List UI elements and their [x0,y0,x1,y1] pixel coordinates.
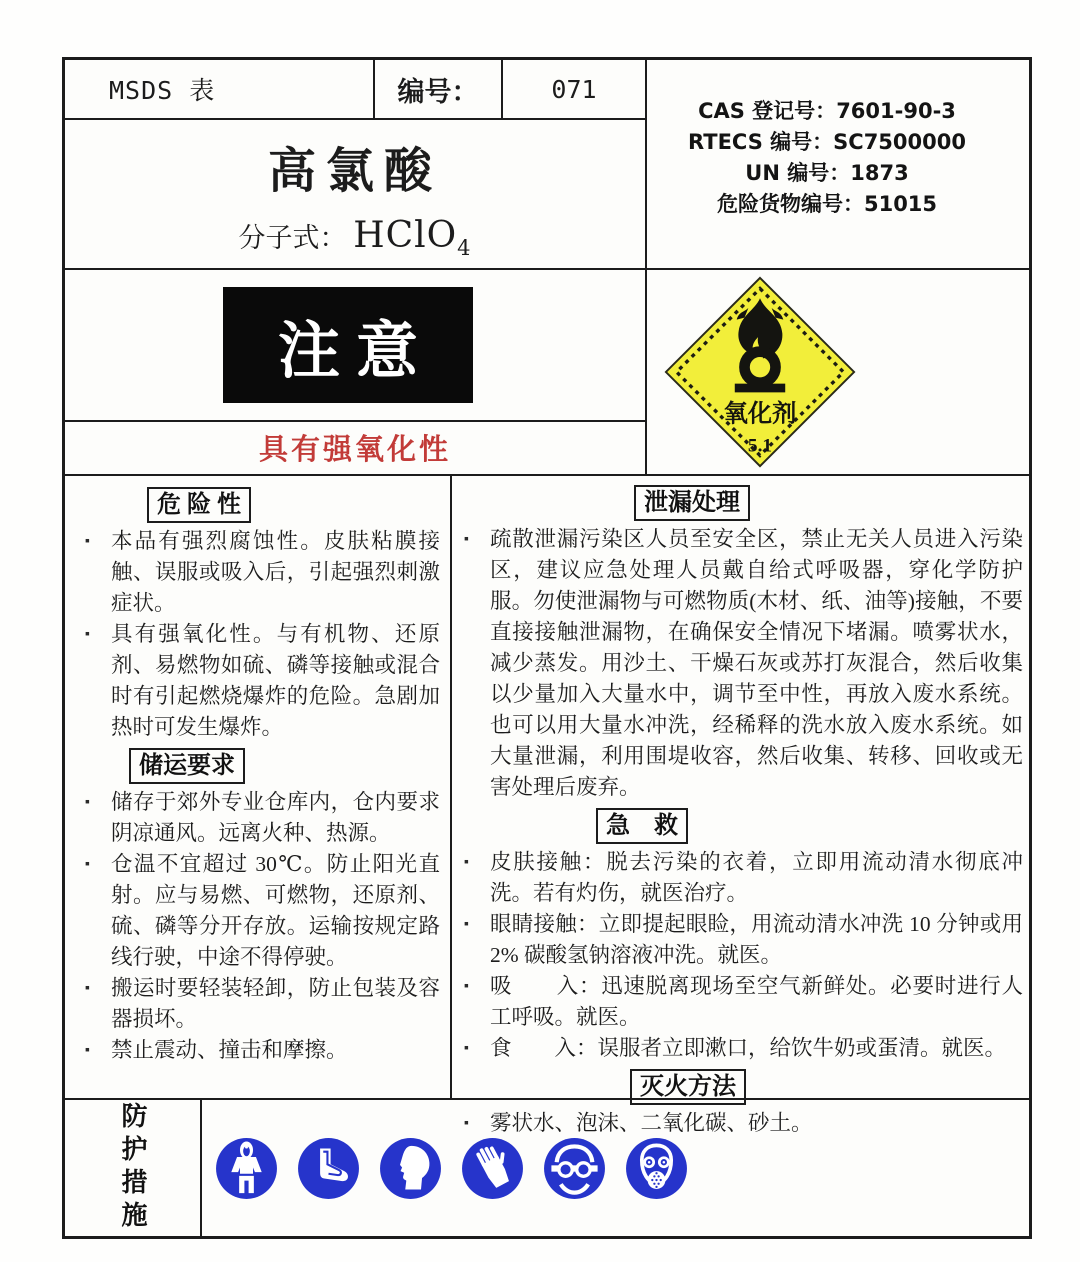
doc-number-value: 071 [501,60,645,118]
storage-bullet-list [65,787,440,1066]
bullet-item: ▪ 仓温不宜超过 30℃。防止阳光直射。应与易燃、可燃物，还原剂、硫、磷等分开存放。运输按规定路线行驶，中途不得停驶。 [111,849,440,973]
bullet-item: ▪ 食 入：误服者立即漱口，给饮牛奶或蛋清。就医。 [490,1033,1023,1064]
left-column [65,476,452,1098]
formula-label: 分子式： [238,223,347,253]
right-column [452,476,1029,1135]
bullet-item: ▪ 皮肤接触：脱去污染的衣着，立即用流动清水彻底冲洗。若有灼伤，就医治疗。 [490,847,1023,909]
registry-panel [647,60,1029,256]
bullet-item: ▪ 眼睛接触：立即提起眼睑，用流动清水冲洗 10 分钟或用 2% 碳酸氢钠溶液冲洗。就医。 [490,909,1023,971]
formula-value: HClO$_4$ [353,215,472,261]
oxidizer-diamond-icon [663,275,857,469]
diamond-class-number: 5.1 [747,435,773,457]
fire-bullet-list [452,1108,1023,1139]
dangerous-goods-number: 危险货物编号：51015 [716,192,938,216]
section-title-storage: 储运要求 [129,748,245,784]
leak-bullet-list [452,524,1023,803]
bullet-item: ▪ 储存于郊外专业仓库内，仓内要求阴凉通风。远离火种、热源。 [111,787,440,849]
section-title-first-aid: 急 救 [596,808,688,844]
bullet-item: ▪ 搬运时要轻装轻卸，防止包装及容器损坏。 [111,973,440,1035]
protective-suit-icon [215,1137,278,1200]
safety-boots-icon [297,1137,360,1200]
safety-goggles-icon [543,1137,606,1200]
cas-number: CAS 登记号：7601-90-3 [698,99,956,123]
chemical-name: 高氯酸 [267,145,442,198]
bullet-item: ▪ 雾状水、泡沫、二氧化碳、砂土。 [490,1108,1023,1139]
signal-word-box: 注意 [223,287,473,403]
hazard-statement: 具有强氧化性 [258,433,451,466]
bullet-item: ▪ 吸 入：迅速脱离现场至空气新鲜处。必要时进行人工呼吸。就医。 [490,971,1023,1033]
molecular-formula [65,215,645,260]
protective-gloves-icon [461,1137,524,1200]
un-number: UN 编号：1873 [745,161,909,185]
title-block [65,132,645,268]
section-title-leak: 泄漏处理 [634,485,750,521]
content-section [65,474,1029,1135]
bullet-item: ▪ 具有强氧化性。与有机物、还原剂、易燃物如硫、磷等接触或混合时有引起燃烧爆炸的危险。急剧加热时可发生爆炸。 [111,619,440,743]
form-header-row [65,60,645,120]
protection-label: 防护措施 [118,1102,147,1234]
bullet-item: ▪ 禁止震动、撞击和摩擦。 [111,1035,440,1066]
diamond-label: 氧化剂 [723,400,797,428]
section-title-danger: 危 险 性 [147,487,251,523]
first-aid-bullet-list [452,847,1023,1064]
gas-mask-icon [625,1137,688,1200]
warning-section [65,268,1029,474]
doc-number-label: 编号： [373,60,501,118]
header-section [65,60,1029,268]
head-protection-icon [379,1137,442,1200]
danger-bullet-list [65,526,440,743]
msds-form-label: MSDS 表 [109,76,216,105]
msds-table [62,57,1032,1239]
bullet-item: ▪ 疏散泄漏污染区人员至安全区，禁止无关人员进入污染区，建议应急处理人员戴自给式呼吸器，穿化学防护服。勿使泄漏物与可燃物质(木材、纸、油等)接触，不要直接接触泄漏物，在确保安全情况下堵漏。喷雾状水，减少蒸发。用沙土、干燥石灰或苏打灰混合，然后收集以少量加入大量水中，调节至中性，再放入废水系统。也可以用大量水冲洗，经稀释的洗水放入废水系统。如大量泄漏，利用围堤收容，然后收集、转移、回收或无害处理后废弃。 [490,524,1023,803]
section-title-fire: 灭火方法 [630,1069,746,1105]
rtecs-number: RTECS 编号：SC7500000 [688,130,966,154]
bullet-item: ▪ 本品有强烈腐蚀性。皮肤粘膜接触、误服或吸入后，引起强烈刺激症状。 [111,526,440,619]
